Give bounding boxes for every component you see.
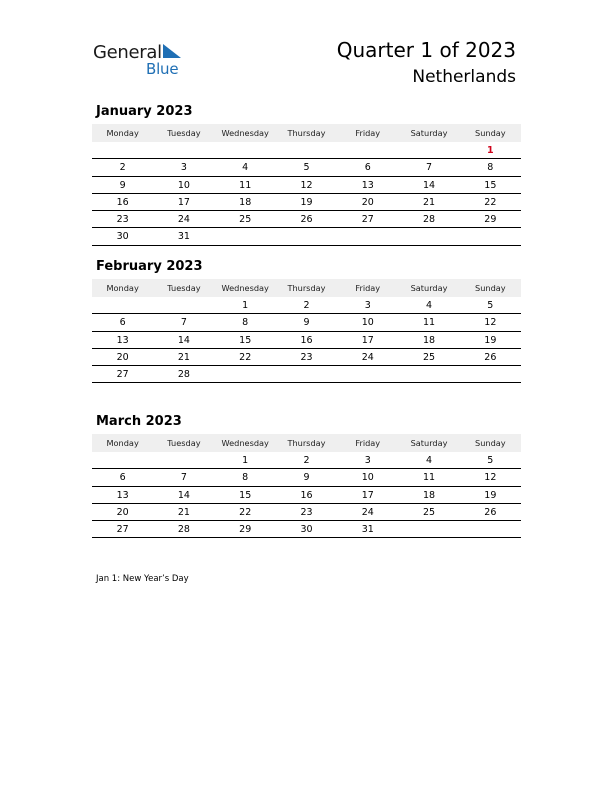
day-cell: 9 (303, 472, 310, 484)
day-cell (460, 366, 521, 382)
week-row (92, 349, 521, 366)
day-cell: 4 (426, 300, 433, 311)
day-cell (398, 142, 459, 158)
day-cell: 27 (116, 369, 129, 381)
day-cell (398, 366, 459, 382)
weekday-header-row (92, 124, 521, 142)
day-cell: 11 (423, 317, 436, 329)
week-row (92, 211, 521, 228)
day-cell: 31 (361, 524, 374, 536)
generalblue-logo (93, 40, 193, 80)
day-cell: 15 (484, 179, 497, 191)
day-cell: 7 (426, 162, 433, 174)
month-march (92, 414, 521, 538)
month-january (92, 104, 521, 246)
day-cell: 7 (180, 472, 187, 484)
day-cell: 22 (239, 506, 252, 518)
day-cell: 3 (364, 300, 371, 311)
day-cell (460, 521, 521, 537)
day-cell: 27 (361, 214, 374, 226)
week-row (92, 194, 521, 211)
day-cell: 12 (484, 317, 497, 329)
day-cell (92, 452, 153, 468)
day-cell: 1 (242, 455, 249, 466)
day-cell: 13 (361, 179, 374, 191)
day-cell: 31 (177, 231, 190, 243)
day-cell (398, 228, 459, 244)
day-cell: 14 (423, 179, 436, 191)
weekday-label: Tuesday (167, 438, 201, 448)
weekday-label: Tuesday (167, 128, 201, 138)
day-cell: 18 (423, 334, 436, 346)
day-cell: 2 (303, 455, 310, 466)
week-row (92, 142, 521, 159)
logo-word-blue: Blue (146, 60, 179, 78)
month-title: February 2023 (96, 259, 203, 274)
day-cell (276, 366, 337, 382)
day-cell: 11 (239, 179, 252, 191)
month-title: March 2023 (96, 414, 182, 429)
day-cell: 16 (300, 334, 313, 346)
day-cell: 11 (423, 472, 436, 484)
weekday-label: Thursday (287, 283, 326, 293)
weekday-label: Sunday (475, 128, 506, 138)
day-cell: 23 (300, 351, 313, 363)
day-cell: 30 (300, 524, 313, 536)
day-cell: 2 (119, 162, 126, 174)
day-cell: 28 (177, 369, 190, 381)
day-cell: 29 (484, 214, 497, 226)
day-cell (337, 366, 398, 382)
day-cell: 16 (300, 489, 313, 501)
weekday-label: Wednesday (221, 283, 269, 293)
day-cell (337, 228, 398, 244)
day-cell: 19 (300, 196, 313, 208)
day-cell: 23 (116, 214, 129, 226)
day-cell: 26 (300, 214, 313, 226)
day-cell (215, 228, 276, 244)
day-cell: 24 (361, 506, 374, 518)
day-cell: 2 (303, 300, 310, 311)
week-row (92, 159, 521, 176)
weekday-label: Tuesday (167, 283, 201, 293)
week-row (92, 332, 521, 349)
weekday-label: Saturday (410, 128, 448, 138)
day-cell: 13 (116, 334, 129, 346)
day-cell: 10 (361, 317, 374, 329)
day-cell: 9 (303, 317, 310, 329)
weekday-header-row (92, 279, 521, 297)
day-cell (460, 228, 521, 244)
day-cell: 8 (487, 162, 494, 174)
day-cell: 1 (242, 300, 249, 311)
day-cell: 13 (116, 489, 129, 501)
day-cell: 15 (239, 334, 252, 346)
week-row (92, 469, 521, 486)
day-cell: 4 (242, 162, 249, 174)
day-cell (276, 228, 337, 244)
day-cell: 12 (300, 179, 313, 191)
day-cell (153, 142, 214, 158)
holiday-notes (96, 574, 189, 584)
page-title: Quarter 1 of 2023 (336, 38, 516, 62)
day-cell (215, 366, 276, 382)
weekday-label: Monday (106, 283, 139, 293)
day-cell: 6 (119, 472, 126, 484)
day-cell: 3 (180, 162, 187, 174)
day-cell: 6 (364, 162, 371, 174)
week-row (92, 228, 521, 245)
day-cell: 12 (484, 472, 497, 484)
day-cell: 23 (300, 506, 313, 518)
month-february (92, 259, 521, 383)
day-cell: 18 (239, 196, 252, 208)
day-cell: 6 (119, 317, 126, 329)
week-row (92, 366, 521, 383)
weekday-label: Monday (106, 438, 139, 448)
week-row (92, 521, 521, 538)
weekday-label: Friday (355, 128, 381, 138)
weekday-header-row (92, 434, 521, 452)
day-cell (92, 297, 153, 313)
day-cell (153, 452, 214, 468)
day-cell: 10 (177, 179, 190, 191)
logo-word-general: General (93, 42, 162, 63)
day-cell: 18 (423, 489, 436, 501)
day-cell: 25 (423, 506, 436, 518)
day-cell: 4 (426, 455, 433, 466)
weekday-label: Monday (106, 128, 139, 138)
day-cell: 30 (116, 231, 129, 243)
day-cell: 21 (177, 506, 190, 518)
day-cell: 5 (487, 300, 494, 311)
weekday-label: Sunday (475, 438, 506, 448)
weekday-label: Wednesday (221, 438, 269, 448)
day-cell: 24 (177, 214, 190, 226)
day-cell: 15 (239, 489, 252, 501)
week-row (92, 177, 521, 194)
day-cell: 8 (242, 472, 249, 484)
country-name: Netherlands (412, 67, 516, 87)
day-cell: 25 (239, 214, 252, 226)
weekday-label: Wednesday (221, 128, 269, 138)
day-cell: 19 (484, 489, 497, 501)
weekday-label: Friday (355, 283, 381, 293)
day-cell: 22 (484, 196, 497, 208)
day-cell: 5 (487, 455, 494, 466)
weekday-label: Saturday (410, 283, 448, 293)
day-cell: 17 (177, 196, 190, 208)
day-cell: 17 (361, 489, 374, 501)
weekday-label: Thursday (287, 128, 326, 138)
day-cell: 28 (177, 524, 190, 536)
week-row (92, 504, 521, 521)
day-cell: 27 (116, 524, 129, 536)
day-cell: 26 (484, 506, 497, 518)
day-cell: 3 (364, 455, 371, 466)
day-cell: 24 (361, 351, 374, 363)
weekday-label: Sunday (475, 283, 506, 293)
month-title: January 2023 (96, 104, 193, 119)
week-row (92, 297, 521, 314)
day-cell: 10 (361, 472, 374, 484)
weekday-label: Saturday (410, 438, 448, 448)
day-cell: 28 (423, 214, 436, 226)
day-cell: 22 (239, 351, 252, 363)
week-row (92, 452, 521, 469)
holiday-note: Jan 1: New Year’s Day (96, 574, 189, 584)
day-cell: 21 (423, 196, 436, 208)
day-cell (215, 142, 276, 158)
holiday-day-cell: 1 (487, 145, 494, 156)
weekday-label: Friday (355, 438, 381, 448)
day-cell: 20 (116, 351, 129, 363)
day-cell: 5 (303, 162, 310, 174)
day-cell: 29 (239, 524, 252, 536)
day-cell: 16 (116, 196, 129, 208)
day-cell (153, 297, 214, 313)
day-cell: 8 (242, 317, 249, 329)
day-cell: 9 (119, 179, 126, 191)
day-cell: 20 (116, 506, 129, 518)
weekday-label: Thursday (287, 438, 326, 448)
week-row (92, 487, 521, 504)
day-cell (337, 142, 398, 158)
day-cell: 19 (484, 334, 497, 346)
day-cell: 20 (361, 196, 374, 208)
day-cell (92, 142, 153, 158)
day-cell: 17 (361, 334, 374, 346)
day-cell: 7 (180, 317, 187, 329)
week-row (92, 314, 521, 331)
day-cell (276, 142, 337, 158)
day-cell: 14 (177, 489, 190, 501)
day-cell: 25 (423, 351, 436, 363)
day-cell (398, 521, 459, 537)
day-cell: 26 (484, 351, 497, 363)
day-cell: 21 (177, 351, 190, 363)
logo-triangle-icon (161, 43, 183, 59)
day-cell: 14 (177, 334, 190, 346)
